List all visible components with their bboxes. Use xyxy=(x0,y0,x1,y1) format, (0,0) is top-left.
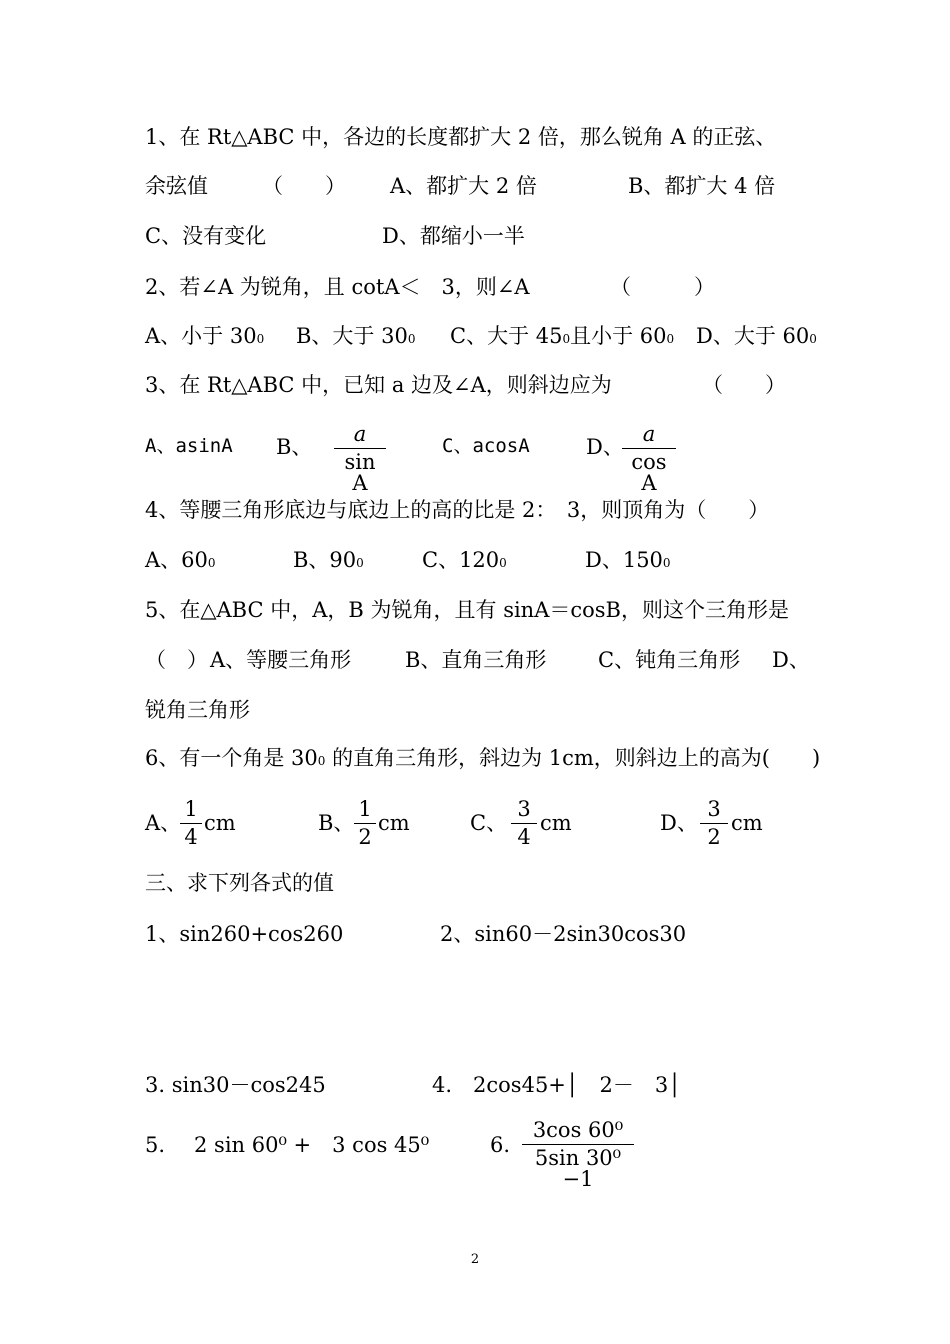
q4-option-c-wrap: C、1200 xyxy=(422,548,507,572)
q3-option-d: D、 xyxy=(586,435,624,459)
q4-option-c: C、120 xyxy=(422,548,500,572)
q1-stem: 余弦值 xyxy=(145,174,208,198)
q2-option-c-wrap: C、大于 450且小于 600 xyxy=(450,324,675,348)
q2-option-d-wrap: D、大于 600 xyxy=(696,324,817,348)
q2-stem: 2、若∠A 为锐角，且 cotA＜ 3，则∠A xyxy=(145,275,530,299)
q1-option-c: C、没有变化 xyxy=(145,224,267,248)
q3-option-b-fraction: $\frac{a}{\text{sin A}}$ xyxy=(334,424,386,494)
q5-option-b: B、直角三角形 xyxy=(405,648,547,672)
q5-option-a: A、等腰三角形 xyxy=(210,648,352,672)
q1-option-d: D、都缩小一半 xyxy=(382,224,525,248)
q6-option-c-label: C、 xyxy=(470,811,508,835)
q6-stem: 6、有一个角是 300 的直角三角形，斜边为 1cm，则斜边上的高为( ) xyxy=(145,746,821,770)
q2-option-b-wrap: B、大于 300 xyxy=(296,324,416,348)
q2-options: A、小于 300 xyxy=(145,324,265,348)
q3-option-d-fraction: $\frac{a}{\text{cos A}}$ xyxy=(622,424,676,494)
q1-option-a: A、都扩大 2 倍 xyxy=(390,174,537,198)
q5-paren: （ ） xyxy=(145,648,208,672)
q1-line1: 1、在 Rt△ABC 中，各边的长度都扩大 2 倍，那么锐角 A 的正弦、 xyxy=(145,125,777,149)
q5-line1: 5、在△ABC 中，A，B 为锐角，且有 sinA＝cosB，则这个三角形是 xyxy=(145,598,789,622)
q4-stem: 4、等腰三角形底边与底边上的高的比是 2： 3，则顶角为（ ） xyxy=(145,498,770,522)
q6-option-b-unit: cm xyxy=(378,811,410,835)
expression-6-label: 6. xyxy=(490,1133,511,1157)
q6-option-d-unit: cm xyxy=(731,811,763,835)
q4-option-a: A、60 xyxy=(145,548,208,572)
q6-option-a-unit: cm xyxy=(204,811,236,835)
expression-5: 2 sin 60⁰ + 3 cos 45⁰ xyxy=(194,1133,430,1157)
q5-option-d-continued: 锐角三角形 xyxy=(145,698,250,722)
expression-2: 2、sin60－2sin30cos30 xyxy=(440,922,687,946)
q6-option-c-fraction: $\frac{3}{4}$ xyxy=(511,799,537,848)
q6-option-a-label: A、 xyxy=(145,811,182,835)
expression-4: 4. 2cos45+│ 2－ 3│ xyxy=(432,1073,681,1097)
q4-option-b-wrap: B、900 xyxy=(293,548,364,572)
section-heading: 三、求下列各式的值 xyxy=(145,871,334,895)
q4-option-a-wrap: A、600 xyxy=(145,548,216,572)
q5-option-c: C、钝角三角形 xyxy=(598,648,741,672)
q2-option-d: D、大于 60 xyxy=(696,324,810,348)
page-number: 2 xyxy=(470,1252,480,1267)
q6-option-b-label: B、 xyxy=(318,811,355,835)
q6-option-d-fraction: $\frac{3}{2}$ xyxy=(700,799,728,848)
q3-option-c: C、acosA xyxy=(442,435,530,457)
q4-option-d: D、150 xyxy=(585,548,663,572)
expression-3: 3. sin30－cos245 xyxy=(145,1073,326,1097)
q6-option-d-label: D、 xyxy=(660,811,698,835)
q2-option-a: A、小于 30 xyxy=(145,324,257,348)
q4-option-d-wrap: D、1500 xyxy=(585,548,671,572)
expression-5-label: 5. xyxy=(145,1133,166,1157)
q3-stem: 3、在 Rt△ABC 中，已知 a 边及∠A，则斜边应为 xyxy=(145,373,612,397)
expression-6-fraction: $\frac{\text{3cos 60⁰}}{\text{5sin 30⁰ −1}}$ xyxy=(522,1120,634,1190)
q6-option-b-fraction: $\frac{1}{2}$ xyxy=(354,799,376,848)
q6-option-a-fraction: $\frac{1}{4}$ xyxy=(180,799,202,848)
q1-paren: （ ） xyxy=(262,174,346,198)
q2-paren: （ ） xyxy=(610,275,715,299)
q2-option-b: B、大于 30 xyxy=(296,324,408,348)
q3-option-a: A、asinA xyxy=(145,435,233,457)
q3-paren: （ ） xyxy=(702,373,786,397)
q6-option-c-unit: cm xyxy=(540,811,572,835)
expression-1: 1、sin260+cos260 xyxy=(145,922,344,946)
q2-option-c: C、大于 45 xyxy=(450,324,563,348)
q4-option-b: B、90 xyxy=(293,548,357,572)
q3-option-b: B、 xyxy=(276,435,313,459)
q1-option-b: B、都扩大 4 倍 xyxy=(628,174,776,198)
q5-option-d: D、 xyxy=(772,648,810,672)
